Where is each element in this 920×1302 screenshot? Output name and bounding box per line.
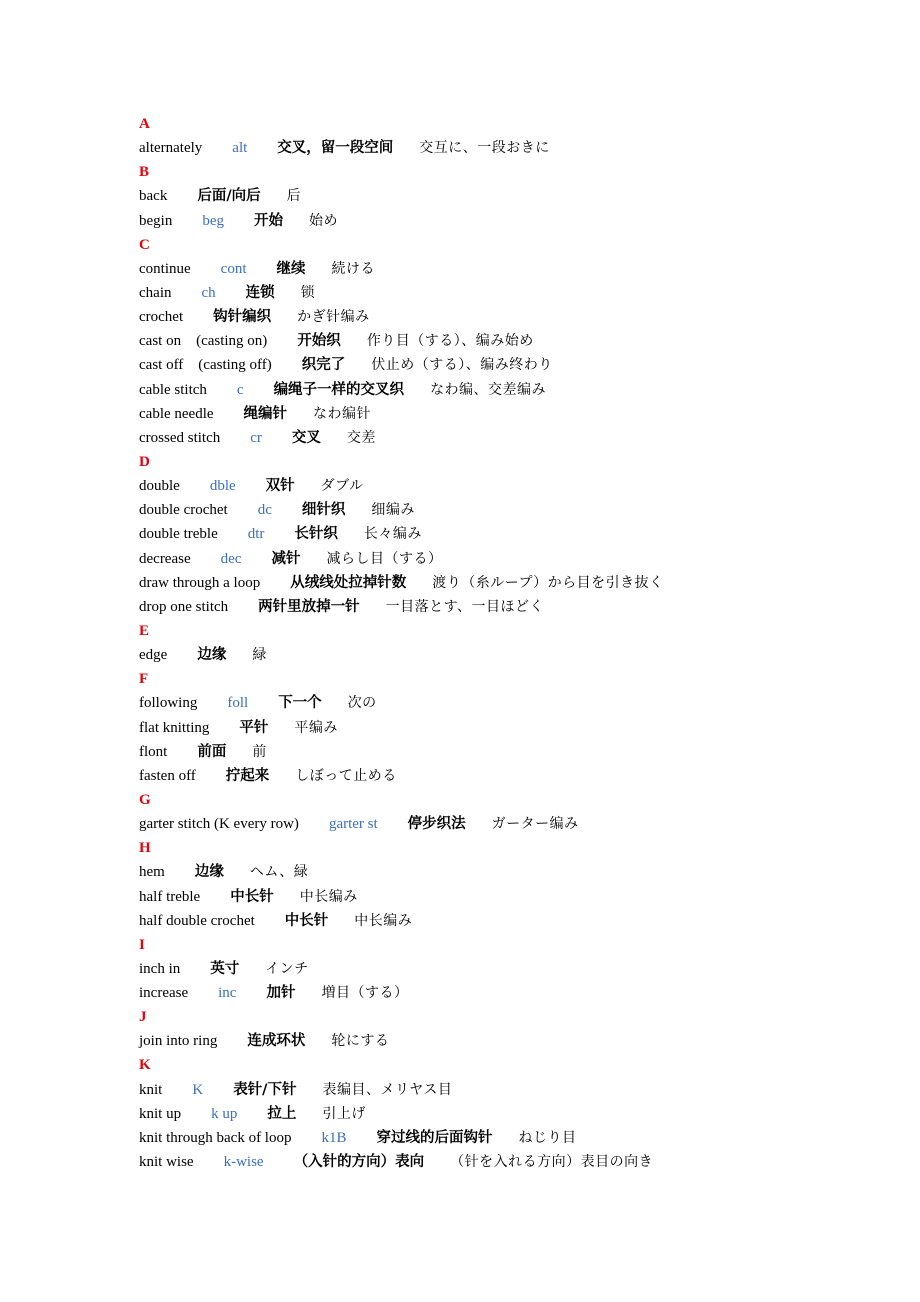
glossary-row: [139, 498, 839, 522]
term-chinese: 拉上: [267, 1105, 297, 1122]
glossary-row: [139, 305, 839, 329]
term-japanese: 前: [252, 743, 267, 760]
term-abbreviation: dtr: [247, 526, 265, 543]
term-abbreviation: c: [236, 381, 244, 398]
glossary-row: [139, 547, 839, 571]
term-chinese: 拧起来: [225, 767, 270, 784]
term-english: edge: [139, 647, 168, 664]
section-letter: H: [139, 840, 151, 857]
term-chinese: 两针里放掉一针: [258, 598, 360, 615]
term-japanese: 中长编み: [299, 888, 358, 905]
term-japanese: 减らし目（する）: [326, 550, 443, 567]
glossary-row: [139, 184, 839, 208]
term-english: crossed stitch: [139, 429, 221, 446]
glossary-row: [139, 1078, 839, 1102]
glossary-row: [139, 885, 839, 909]
term-chinese: 绳编针: [243, 405, 288, 422]
term-english: following: [139, 695, 198, 712]
term-chinese: 加针: [266, 985, 296, 1002]
term-japanese: 细编み: [371, 502, 415, 519]
term-chinese: 穿过线的后面钩针: [376, 1129, 493, 1146]
term-chinese: 表针/下针: [233, 1081, 297, 1098]
term-japanese: ダブル: [320, 478, 364, 495]
term-chinese: 从绒线处拉掉针数: [290, 574, 407, 591]
term-english: flont: [139, 743, 168, 760]
term-abbreviation: cr: [250, 429, 262, 446]
term-japanese: 一目落とす、一目ほどく: [385, 598, 545, 615]
term-chinese: 停步织法: [407, 816, 466, 833]
glossary-row: [139, 1029, 839, 1053]
term-japanese: 锁: [300, 284, 316, 301]
term-english: double crochet: [139, 502, 228, 519]
term-chinese: 交叉，留一段空间: [277, 140, 394, 157]
glossary-row: [139, 1150, 839, 1174]
glossary-row: [139, 136, 839, 160]
term-abbreviation: ch: [201, 284, 216, 301]
term-chinese: 英寸: [210, 960, 240, 977]
glossary-row: [139, 643, 839, 667]
term-abbreviation: k1B: [321, 1129, 347, 1146]
term-japanese: しぼって止める: [295, 767, 397, 784]
term-abbreviation: foll: [227, 695, 249, 712]
term-english: crochet: [139, 309, 184, 326]
term-chinese: 边缘: [194, 864, 224, 881]
term-english: continue: [139, 260, 191, 277]
glossary: [139, 112, 839, 1174]
term-japanese: 続ける: [331, 260, 375, 277]
term-chinese: 连成环状: [247, 1033, 306, 1050]
glossary-row: [139, 571, 839, 595]
term-chinese: 减针: [271, 550, 301, 567]
section-letter: G: [139, 791, 151, 808]
glossary-row: [139, 764, 839, 788]
term-abbreviation: inc: [218, 985, 237, 1002]
term-japanese: 引上げ: [322, 1105, 366, 1122]
glossary-row: [139, 981, 839, 1005]
term-english: cable stitch: [139, 381, 207, 398]
term-japanese: なわ编针: [313, 405, 372, 422]
glossary-row: [139, 209, 839, 233]
term-abbreviation: k up: [211, 1105, 238, 1122]
term-japanese: 始め: [309, 212, 338, 229]
term-english: begin: [139, 212, 173, 229]
term-chinese: 中长针: [284, 912, 329, 929]
section-letter: B: [139, 164, 150, 181]
term-english: flat knitting: [139, 719, 210, 736]
term-japanese: 伏止め（する）、编み终わり: [371, 357, 553, 374]
glossary-row: [139, 1102, 839, 1126]
term-chinese: 长针织: [294, 526, 338, 543]
term-english: drop one stitch: [139, 598, 229, 615]
term-chinese: 平针: [239, 719, 269, 736]
section-letter: D: [139, 453, 150, 470]
term-chinese: 双针: [265, 478, 295, 495]
term-japanese: 交差: [346, 429, 376, 446]
section-letter: J: [139, 1009, 147, 1026]
term-abbreviation: garter st: [328, 816, 378, 833]
term-japanese: インチ: [265, 960, 309, 977]
glossary-row: [139, 329, 839, 353]
section-letter: E: [139, 622, 150, 639]
term-japanese: かぎ针编み: [297, 309, 370, 326]
term-japanese: 交互に、一段おきに: [419, 140, 550, 157]
glossary-row: [139, 257, 839, 281]
term-english: half double crochet: [139, 912, 255, 929]
term-abbreviation: alt: [232, 140, 248, 157]
term-abbreviation: k-wise: [223, 1154, 264, 1171]
term-abbreviation: dc: [257, 502, 272, 519]
term-english: alternately: [139, 140, 203, 157]
section-letter: I: [139, 936, 145, 953]
glossary-row: [139, 860, 839, 884]
term-english: knit: [139, 1081, 163, 1098]
term-english: cast on (casting on): [139, 333, 268, 350]
term-english: knit wise: [139, 1154, 194, 1171]
term-english: knit up: [139, 1105, 182, 1122]
term-chinese: 边缘: [197, 647, 227, 664]
term-chinese: 细针织: [301, 502, 346, 519]
section-letter: K: [139, 1057, 151, 1074]
term-english: garter stitch (K every row): [139, 816, 299, 833]
term-japanese: 平编み: [294, 719, 338, 736]
term-japanese: 作り目（する）、编み始め: [366, 333, 534, 350]
term-english: hem: [139, 864, 165, 881]
term-chinese: 钩针编织: [213, 309, 272, 326]
term-chinese: 交叉: [291, 429, 321, 446]
glossary-row: [139, 909, 839, 933]
term-japanese: 轮にする: [331, 1033, 390, 1050]
term-english: inch in: [139, 960, 181, 977]
glossary-row: [139, 691, 839, 715]
term-english: increase: [139, 985, 189, 1002]
glossary-row: [139, 812, 839, 836]
glossary-row: [139, 353, 839, 377]
term-english: back: [139, 188, 168, 205]
term-chinese: 中长针: [230, 888, 274, 905]
glossary-row: [139, 474, 839, 498]
glossary-row: [139, 281, 839, 305]
term-japanese: 渡り（糸ループ）から目を引き抜く: [432, 574, 664, 591]
term-japanese: 中长编み: [354, 912, 413, 929]
term-abbreviation: cont: [220, 260, 247, 277]
term-abbreviation: dec: [220, 550, 242, 567]
term-chinese: 编绳子一样的交叉织: [273, 381, 405, 398]
term-english: chain: [139, 284, 172, 301]
term-english: draw through a loop: [139, 574, 261, 591]
term-abbreviation: K: [192, 1081, 204, 1098]
term-chinese: （入针的方向）表向: [293, 1154, 425, 1171]
term-english: double treble: [139, 526, 218, 543]
term-english: cast off (casting off): [139, 357, 272, 374]
term-japanese: ねじり目: [518, 1129, 577, 1146]
term-japanese: 后: [286, 188, 302, 205]
term-english: fasten off: [139, 767, 196, 784]
term-japanese: （针を入れる方向）表目の向き: [450, 1154, 654, 1171]
term-japanese: ガーター编み: [491, 816, 579, 833]
term-japanese: 表编目、メリヤス目: [322, 1081, 453, 1098]
term-japanese: ヘム、緑: [249, 864, 309, 881]
glossary-row: [139, 426, 839, 450]
term-english: join into ring: [139, 1033, 218, 1050]
section-letter: F: [139, 671, 149, 688]
term-chinese: 开始: [254, 212, 283, 229]
term-chinese: 下一个: [278, 695, 322, 712]
term-chinese: 连锁: [245, 284, 275, 301]
term-chinese: 后面/向后: [197, 188, 261, 205]
section-letter: C: [139, 236, 150, 253]
term-japanese: 増目（する）: [321, 985, 409, 1002]
term-abbreviation: beg: [202, 212, 224, 229]
term-abbreviation: dble: [209, 478, 236, 495]
term-english: double: [139, 478, 180, 495]
term-japanese: 次の: [347, 695, 377, 712]
term-chinese: 继续: [276, 260, 306, 277]
term-chinese: 开始织: [297, 333, 341, 350]
glossary-row: [139, 716, 839, 740]
term-english: decrease: [139, 550, 191, 567]
glossary-row: [139, 740, 839, 764]
term-japanese: 长々编み: [363, 526, 422, 543]
term-chinese: 前面: [197, 743, 227, 760]
term-japanese: 緑: [252, 647, 267, 664]
term-english: knit through back of loop: [139, 1129, 292, 1146]
section-letter: A: [139, 116, 150, 132]
glossary-row: [139, 402, 839, 426]
term-chinese: 织完了: [301, 357, 346, 374]
glossary-row: [139, 378, 839, 402]
term-english: half treble: [139, 888, 201, 905]
glossary-row: [139, 957, 839, 981]
glossary-row: [139, 1126, 839, 1150]
glossary-row: [139, 595, 839, 619]
term-english: cable needle: [139, 405, 214, 422]
glossary-row: [139, 522, 839, 546]
term-japanese: なわ编、交差编み: [430, 381, 547, 398]
